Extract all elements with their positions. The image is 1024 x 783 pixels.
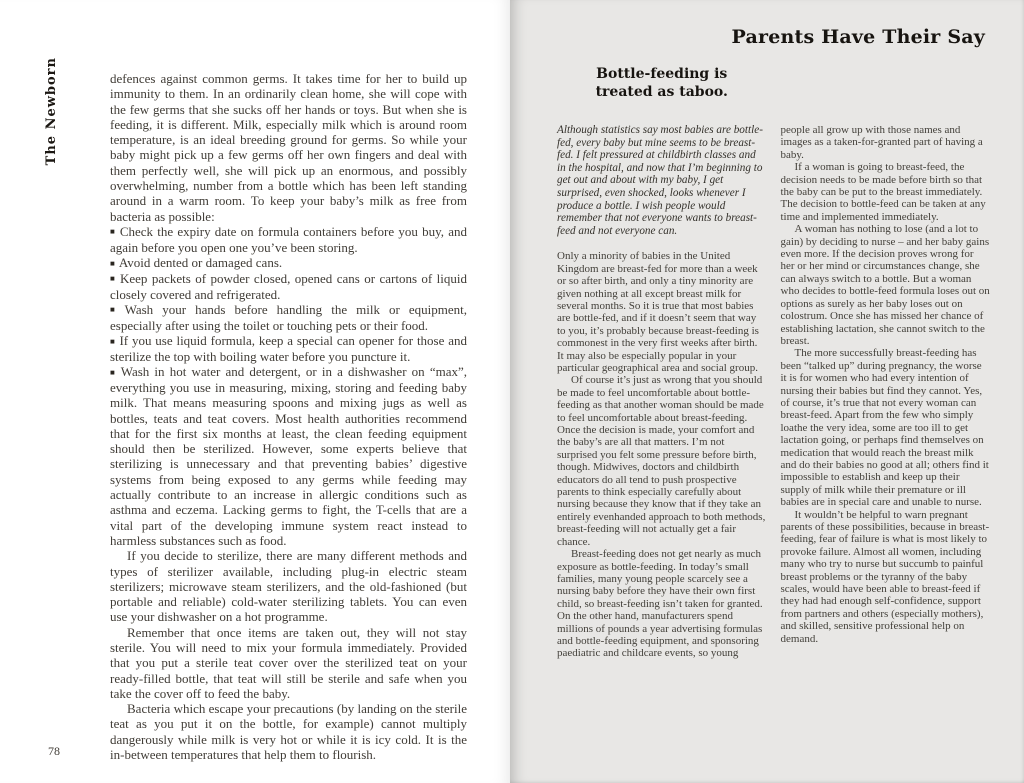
bullet-item [110,333,467,364]
left-page [0,0,510,783]
body-paragraph: Remember that once items are taken out, they will not stay sterile. You will need to mix your formula immediately. Provided that you put a sterile teat cover over the sterilized teat on your ready-filled bottle, that teat will still be sterile and safe when you take the cover off to feed the baby. [110,624,467,701]
body-paragraph: If a woman is going to breast-feed, the decision needs to be made before birth so that the baby can be put to the breast immediately. The decision to bottle-feed can be taken at any time and implemented immediately. [780,161,986,223]
intro-paragraph: defences against common germs. It takes time for her to build up immunity to them. In an ordinarily clean home, she will cope with the few germs that she sucks off her hands or toys. But when she is feeding, it is different. Milk, especially milk which is around room temperature, is an ideal breeding ground for germs. So while your baby might pick up a few germs off her own fingers and deal with them perfectly well, she will pick up an enormous, and possibly overwhelming, number from a bottle which has been left standing around in a warm room. To keep your baby’s milk as free from bacteria as possible: [110,71,467,224]
body-paragraph: A woman has nothing to lose (and a lot to gain) by deciding to nurse – and her baby gains even more. If the decision proves wrong for her or her mind or circumstances change, she can always switch to a bottle. But a woman who decides to bottle-feed formula loses out on options as surely as her baby loses out on colostrum. Once she has missed her chance of establishing lactation, she cannot switch to the breast. [780,223,990,347]
bullet-square-icon: ■ [110,367,117,377]
bullet-text: Wash in hot water and detergent, or in a dishwasher on “max”, everything you use in measuring, mixing, storing and feeding baby milk. That means measuring spoons and mixing jugs as well as bottles, teats and teat covers. Most health authorities recommend that for the first six months at least, the clean feeding equipment should then be sterilized. However, some experts believe that sterilizing is unnecessary and that preventing babies’ digestive systems from being exposed to any germs while feeding may actually contribute to an increase in allergic conditions such as asthma and eczema. Lacking germs to fight, the T-cells that are a vital part of the developing immune system react instead to harmless substances such as food. [110,364,467,548]
body-paragraph: The more successfully breast-feeding has been “talked up” during pregnancy, the worse it is for women who had every intention of nursing their babies but find they cannot. Yes, of course, it’s true that not every woman can breast-feed. Apart from the few who simply loathe the very idea, some are too ill to get lactation going, or perhaps find themselves on medication that would reach the breast milk and do their babies no good at all; others find it impossible to establish and keep up their supply of milk while their premature or ill babies are in special care and unable to nurse. [780,347,989,509]
page-title: Parents Have Their Say [731,26,985,48]
body-paragraph: Only a minority of babies in the United Kingdom are breast-fed for more than a week or so after birth, and only a tiny minority are given nothing at all except breast milk for several months. So it is true that most babies are bottle-fed, and if it doesn’t seem that way to you, it’s probably because breast-feeding is commonest in the very first weeks after birth. It may also be especially popular in your particular geographical area and social group. [557,250,759,374]
bullet-item [110,255,467,271]
bullet-text: Check the expiry date on formula containers before you buy, and again before you open one you’ve been storing. [110,223,467,255]
section-subheading [557,66,767,101]
subheading-line-1: Bottle-feeding is [596,66,728,82]
bullet-square-icon: ■ [110,305,121,315]
subheading-line-2: treated as taboo. [595,83,728,100]
body-paragraph: Bacteria which escape your precautions (by landing on the sterile teat as you put it on the bottle, for example) cannot multiply dangerously while milk is very hot or while it is icy cold. It is the in-between temperatures that help them to flourish. [110,701,467,763]
page-number: 78 [48,744,60,758]
bullet-item [110,271,467,302]
column-right [781,66,991,660]
body-paragraph: Breast-feeding does not get nearly as much exposure as bottle-feeding. In today’s small families, many young people scarcely see a nursing baby before they have their own first child, so breast-feeding isn’t taken for granted. On the other hand, manufacturers spend millions of pounds a year advertising formulas and bottle-feeding equipment, and sponsoring paediatric and childcare events, so young [557,548,763,660]
right-page [510,0,1024,783]
bullet-square-icon: ■ [110,227,116,237]
bullet-text: Keep packets of powder closed, opened cans or cartons of liquid closely covered and refrigerated. [110,270,467,302]
body-paragraph: Of course it’s just as wrong that you should be made to feel uncomfortable about bottle-feeding as that another woman should be made to feel uncomfortable about breast-feeding. Once the decision is made, your comfort and the baby’s are all that matters. I’m not surprised you felt some pressure before birth, though. Midwives, doctors and childbirth educators do all tend to push prospective parents to think especially carefully about nursing because they know that if they take an entirely evenhanded approach to both methods, breast-feeding will not actually get a fair chance. [557,374,766,548]
chapter-sidebar-label: The Newborn [44,57,59,166]
body-paragraph: If you decide to sterilize, there are many different methods and types of sterilizer available, including plug-in electric steam sterilizers; microwave steam sterilizers, and the old-fashioned (but portable and reliable) cold-water sterilizing tablets. You can even use your dishwasher on a hot programme. [110,548,467,625]
two-column-layout [510,48,1024,660]
parent-quote: Although statistics say most babies are bottle-fed, every baby but mine seems to be breast-fed. I felt pressured at childbirth classes and in the hospital, and now that I’m beginning to get out and about with my baby, I get surprised, even shocked, looks whenever I produce a bottle. I wish people would remember that not everyone wants to breast-feed and not everyone can. [557,124,763,237]
column-left [557,66,767,660]
left-page-text-block [110,71,467,762]
bullet-item [110,302,467,333]
body-paragraph: It wouldn’t be helpful to warn pregnant parents of these possibilities, because in breast-feeding, fear of failure is what is most likely to provoke failure. Almost all women, including many who try to nurse but succumb to painful breast problems or the tyranny of the baby scales, would have been able to breast-feed if they had had enough self-confidence, support from partners and others (especially mothers), and skilled, sensitive professional help on demand. [780,508,990,645]
body-paragraph: people all grow up with those names and images as a taken-for-granted part of having a baby. [780,124,983,161]
bullet-text: If you use liquid formula, keep a special can opener for those and sterilize the top with boiling water before you puncture it. [110,333,467,364]
bullet-square-icon: ■ [110,258,115,268]
bullet-item [110,224,467,255]
bullet-square-icon: ■ [110,336,116,346]
bullet-square-icon: ■ [110,274,116,284]
bullet-text: Wash your hands before handling the milk or equipment, especially after using the toilet or touching pets or their food. [110,301,467,333]
bullet-item [110,364,467,548]
bullet-text: Avoid dented or damaged cans. [118,255,283,271]
